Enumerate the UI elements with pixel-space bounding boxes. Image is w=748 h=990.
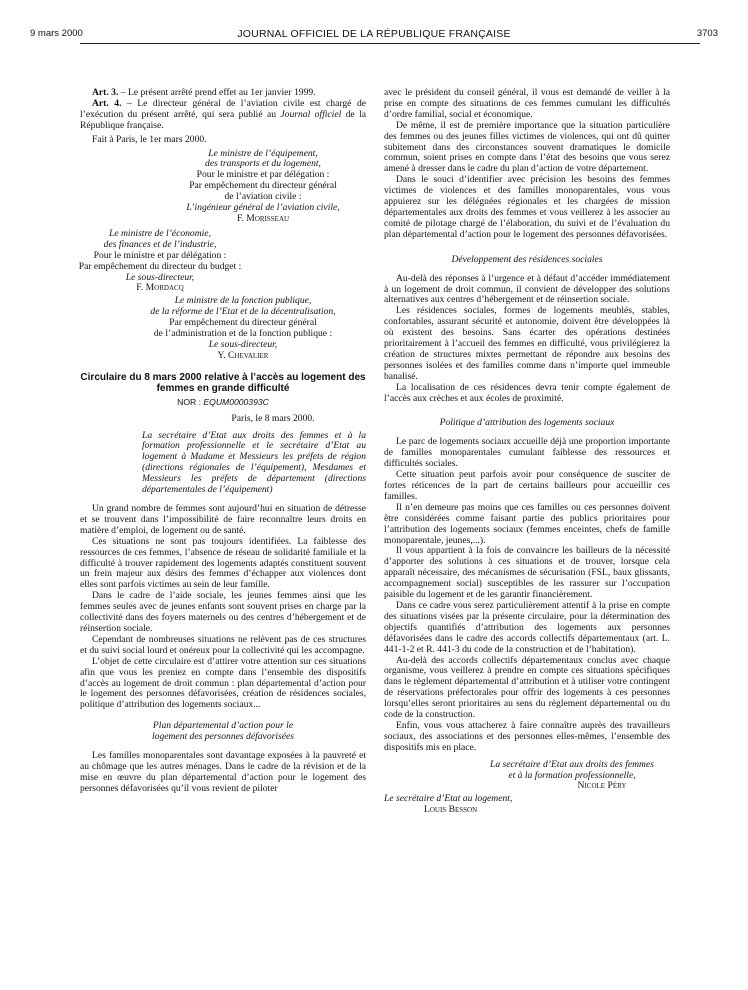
section-heading: Plan départemental d’action pour le logement des personnes défavorisées — [151, 720, 294, 743]
sig-line: Par empêchement du directeur général — [189, 180, 337, 192]
sig-line: de l’aviation civile : — [224, 191, 302, 203]
paragraph: Cette situation peut parfois avoir pour conséquence de susciter de fortes réticences de la part de certains bailleurs pour accueillir ces familles. — [384, 469, 670, 502]
paragraph: La localisation de ces résidences devra tenir compte également de l’accès aux crèches et aux écoles de proximité. — [384, 381, 670, 404]
paragraph: avec le président du conseil général, il vous est demandé de veiller à la prise en compte des situations de ces femmes cumulant les difficultés d’ordre familial, social et économique. — [384, 87, 670, 120]
sig-line: Le sous-directeur, — [208, 338, 278, 350]
paragraph: L’objet de cette circulaire est d’attirer votre attention sur ces situations afin que vous les preniez en compte dans l’ensemble des dispositifs d’accès au logement de droit commun : plan départemental d’action pour le logement des personnes défavorisées, création de résidences sociales, politique d’attribution des logements sociaux... — [80, 655, 366, 711]
article-4-label: Art. 4. — [92, 97, 122, 109]
sig-line: Par empêchement du directeur général — [169, 317, 317, 329]
sig-line: de la réforme de l’Etat et de la décentralisation, — [150, 306, 336, 318]
paragraph: Dans le cadre de l’aide sociale, les jeunes femmes ainsi que les femmes seules avec de jeunes enfants sont souvent prises en charge par la collectivité dans des foyers maternels ou des centres d’hébergement et de réinsertion sociale. — [80, 590, 366, 634]
nor-code: EQUM0000393C — [203, 396, 269, 407]
sig-line: Le secrétaire d’Etat au logement, — [384, 793, 513, 805]
sig-line: Le ministre de la fonction publique, — [174, 295, 312, 307]
signatory-name: Louis Besson — [424, 804, 478, 816]
signature-droits-femmes — [474, 760, 670, 793]
signatory-name: Nicole Péry — [577, 780, 627, 792]
signatory-name: F. Mordacq — [136, 282, 184, 294]
section-heading: Développement des résidences sociales — [451, 253, 603, 265]
signature-equipement — [160, 149, 366, 225]
paragraph: Dans ce cadre vous serez particulièrement attentif à la prise en compte des situations visées par la présente circulaire, pour la détermination des objectifs quantifiés d’attribution des logements aux personnes défavorisées dans le cadre des accords collectifs départementaux (art. L. 441-1-2 et R. 441-3 du code de la construction et de l’habitation). — [384, 599, 670, 655]
sig-line: Pour le ministre et par délégation : — [93, 249, 227, 261]
circular-title: Circulaire du 8 mars 2000 relative à l’accès au logement des femmes en grande difficulté — [80, 371, 366, 395]
article-3-text: – Le présent arrêté prend effet au 1er janvier 1999. — [118, 87, 316, 98]
paragraph: Il n’en demeure pas moins que ces familles ou ces personnes doivent être considérées comme faisant partie des publics prioritaires pour l’attribution des logements sociaux (femmes enceintes, chefs de famille monoparentale, jeunes,...). — [384, 501, 670, 546]
journal-officiel-ref: Journal officiel — [280, 108, 342, 120]
header-rule — [80, 43, 700, 44]
sig-line: et à la formation professionnelle, — [508, 769, 636, 781]
page-number: 3703 — [696, 28, 718, 39]
right-column — [384, 88, 670, 816]
paragraph: De même, il est de première importance que la situation particulière des femmes ou des jeunes filles victimes de violences, qui ont dû quitter subitement dans des circonstances souvent dramatiques le domicile commun, soient prises en compte dans l’état des besoins que vous serez amené à dresser dans le cadre du plan d’action de votre département. — [384, 119, 670, 175]
left-column — [80, 88, 366, 795]
signatory-name: F. Morisseau — [236, 212, 290, 224]
sig-line: La secrétaire d’Etat aux droits des femmes — [490, 758, 654, 770]
signature-logement — [384, 794, 670, 816]
paragraph: Il vous appartient à la fois de convaincre les bailleurs de la nécessité d’apporter des solutions à ces situations et de trouver, lorsque cela apparaît nécessaire, des mécanismes de sécurisation (FSL, baux glissants, accompagnement social) susceptibles de les rassurer sur l’occupation paisible du logement et de les garantir financièrement. — [384, 545, 670, 601]
paragraph: Ces situations ne sont pas toujours identifiées. La faiblesse des ressources de ces femmes, l’absence de réseau de solidarité familiale et la difficulté à trouver rapidement des logements adaptés constituent souvent un frein majeur aux désirs des femmes d’échapper aux violences dont elles sont parfois victimes au sein de leur famille. — [80, 535, 366, 591]
article-4 — [80, 99, 366, 132]
sig-line: Le sous-directeur, — [125, 271, 195, 283]
nor-label: NOR : — [177, 396, 204, 407]
page-header — [30, 28, 718, 42]
paragraph: Au-delà des accords collectifs départementaux conclus avec chaque organisme, vous veillerez à prendre en compte ces situations spécifiques dans le règlement départemental d’attribution et à utiliser votre contingent de réservations préfectorales pour offrir des logements à ces personnes lorsqu’elles seront prioritaires au sens du règlement départemental ou du code de la construction. — [384, 654, 670, 721]
sig-line: L’ingénieur général de l’aviation civile, — [186, 202, 340, 214]
paragraph: Au-delà des réponses à l’urgence et à défaut d’accéder immédiatement à un logement de droit commun, il convient de développer des solutions alternatives aux centres d’hébergement et de réinsertion sociale. — [384, 272, 670, 306]
sig-line: des finances et de l’industrie, — [103, 238, 217, 250]
nor-reference — [80, 397, 366, 408]
place-date: Paris, le 8 mars 2000. — [231, 412, 315, 424]
journal-title: JOURNAL OFFICIEL DE LA RÉPUBLIQUE FRANÇAISE — [237, 28, 511, 40]
section-heading: Politique d’attribution des logements sociaux — [439, 417, 615, 429]
paragraph: Dans le souci d’identifier avec précision les besoins des femmes victimes de violences et des familles monoparentales, vous vous appuierez sur les déléguées régionales et les chargées de mission départementales aux droits des femmes et vous veillerez à les associer au comité de pilotage chargé de l’élaboration, du suivi et de l’évaluation du plan départemental d’action pour le logement des personnes défavorisées. — [384, 174, 670, 240]
sig-line: Pour le ministre et par délégation : — [196, 169, 330, 181]
sig-line: Le ministre de l’économie, — [109, 227, 211, 239]
signature-economie — [40, 229, 280, 294]
sig-line: de l’administration et de la fonction publique : — [153, 328, 333, 340]
addressee: La secrétaire d’Etat aux droits des femmes et à la formation professionnelle et le secrétaire d’Etat au logement à Madame et Messieurs les préfets de région (directions régionales de l’équipement), Mesdames et Messieurs les préfets de département (directions départementales de l’équipement) — [142, 429, 366, 496]
signatory-name: Y. Chevalier — [217, 349, 269, 361]
paragraph: Le parc de logements sociaux accueille déjà une proportion importante de familles monoparentales cumulant faiblesse des ressources et difficultés sociales. — [384, 436, 670, 470]
paragraph: Les résidences sociales, formes de logements meublés, stables, confortables, assurant sécurité et autonomie, doivent être développées là où existent des besoins. Sans écarter des opérations destinées prioritairement à l’accueil des femmes en difficulté, vous privilégierez la création de structures mixtes permettant de répondre aux besoins des personnes isolées et des familles comme dans n’importe quel immeuble banalisé. — [384, 305, 670, 382]
issue-date: 9 mars 2000 — [30, 28, 83, 39]
fait-a-paris: Fait à Paris, le 1er mars 2000. — [92, 133, 207, 145]
signature-fonction-publique — [120, 296, 366, 361]
paragraph: Enfin, vous vous attacherez à faire connaître auprès des travailleurs sociaux, des associations et des personnes elles-mêmes, l’ensemble des dispositifs mis en place. — [384, 719, 670, 753]
sig-line: Le ministre de l’équipement, — [208, 147, 318, 159]
article-4-text-end: de la République française. — [80, 108, 366, 131]
paragraph: Les familles monoparentales sont davantage exposées à la pauvreté et au chômage que les autres ménages. Dans le cadre de la révision et de la mise en œuvre du plan départemental d’action pour le logement des personnes défavorisées qu’il vous revient de piloter — [80, 750, 366, 794]
article-4-text: – Le directeur général de l’aviation civile est chargé de l’exécution du présent arrêté, qui sera publié au — [80, 97, 366, 120]
paragraph: Cependant de nombreuses situations ne relèvent pas de ces structures et du suivi social lourd et onéreux pour la collectivité qui les accompagne. — [80, 633, 366, 656]
article-3-label: Art. 3. — [92, 87, 119, 98]
paragraph: Un grand nombre de femmes sont aujourd’hui en situation de détresse et se trouvent dans l’impossibilité de faire reconnaître leurs droits en matière d’emploi, de logement ou de santé. — [80, 503, 366, 536]
sig-line: Par empêchement du directeur du budget : — [78, 260, 242, 272]
sig-line: des transports et du logement, — [205, 158, 321, 170]
